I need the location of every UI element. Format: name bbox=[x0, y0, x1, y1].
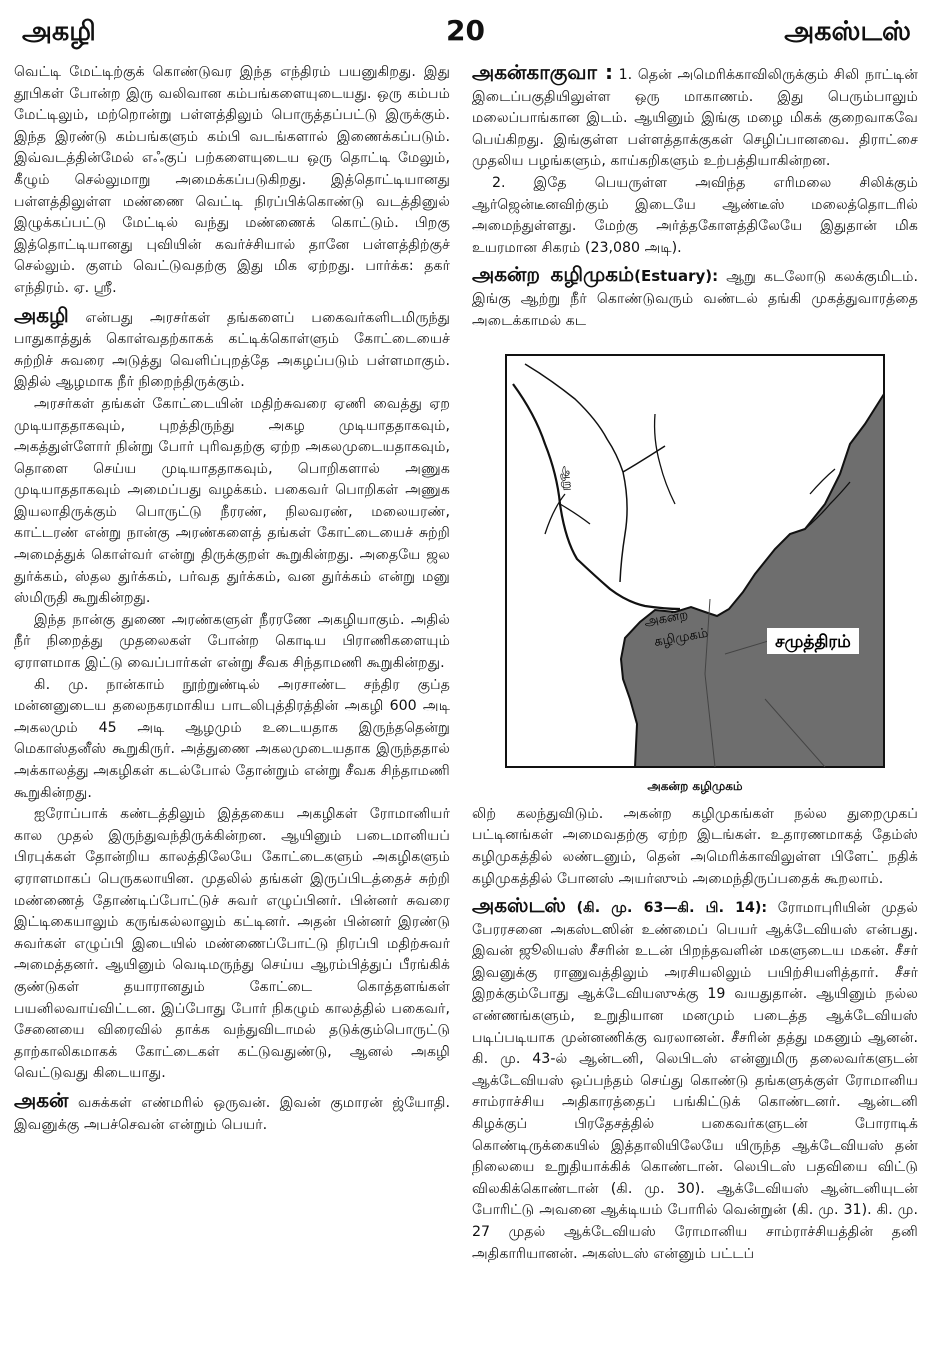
page-header bbox=[0, 0, 931, 54]
agankaguva-text-1: 1. தென் அமெரிக்காவிலிருக்கும் சிலி நாட்டின் இடைப்பகுதியிலுள்ள ஒரு மாகாணம். இது பெரும்பாலும் மலைப்பாங்கான இடம். ஆயினும் இங்கு மழை மிகக் குறைவாகவே பெய்கிறது. இங்குள்ள பள்ளத்தாக்குகள் செழிப்பானவை. திராட்சை முதலிய பழங்களும், காய்கறிகளும் உற்பத்தியாகின்றன. bbox=[472, 67, 918, 170]
agan-text: வசுக்கள் எண்மரில் ஒருவன். இவன் குமாரன் ஜ்யோதி. இவனுக்கு அபச்செவன் என்றும் பெயர். bbox=[14, 1094, 450, 1133]
entry-agazhi bbox=[14, 302, 451, 394]
estuary-text-2: லிற் கலந்துவிடும். அகன்ற கழிமுகங்கள் நல்ல துறைமுகப் பட்டினங்கள் அமைவதற்கு ஏற்ற இடங்கள். உதாரணமாகத் தேம்ஸ் கழிமுகத்தில் லண்டனும், தென் அமெரிக்காவிலுள்ள பிளேட் நதிக் கழிமுகத்தில் போனஸ் அயர்ஸும் அமைந்திருப்பதைக் கூறலாம். bbox=[472, 805, 918, 887]
headword-agankaguva: அகன்காகுவா : bbox=[472, 60, 613, 84]
augustus-dates: (கி. மு. 63—கி. பி. 14): bbox=[576, 900, 768, 917]
headword-estuary-english: (Estuary): bbox=[634, 267, 719, 286]
paragraph-continuation: வெட்டி மேட்டிற்குக் கொண்டுவர இந்த எந்திரம் பயனுகிறது. இது தூபிகள் போன்ற இரு வலிவான கம்பங்களையுடையது. ஒரு கம்பம் மேட்டிலும், மற்றொன்று பள்ளத்திலும் பொருத்தப்பட்டு இருக்கும். இந்த இரண்டு கம்பங்களும் கம்பி வடங்களால் இணைக்கப்படும். இவ்வடத்தின்மேல் எஃகுப் பற்களையுடைய ஒரு தொட்டி மேலும், கீழும் செல்லுமாறு அமைக்கப்படுகிறது. இத்தொட்டியானது பள்ளத்திலுள்ள மண்ணை வெட்டி நிரப்பிக்கொண்டு வடத்தினுல் இழுக்கப்பட்டு மேட்டில் வந்து மண்ணைக் கொட்டும். பிறகு இத்தொட்டியானது புவியின் கவர்ச்சியால் தானே பள்ளத்திற்குச் செல்லும். குளம் வெட்டுவதற்கு இது மிக ஏற்றது. பார்க்க: தகர் எந்திரம். ஏ. ஸ்ரீ. bbox=[14, 64, 450, 296]
agazhi-text-5: ஐரோப்பாக் கண்டத்திலும் இத்தகைய அகழிகள் ரோமானியர் கால முதல் இருந்துவந்திருக்கின்றன. ஆயினும் படைமானியப் பிரபுக்கள் தோன்றிய காலத்திலேயே கோட்டைகளும் அகழிகளும் ஏராளமாகப் பெருகலாயின. முதலில் தங்கள் இருப்பிடத்தைச் சுற்றி மண்ணைத் தோண்டிப்போட்டுச் சுவர் எழுப்பினர். பின்னர் சுவரை இட்டிகையாலும் கருங்கல்லாலும் கட்டினர். அதன் பின்னர் இரண்டு சுவர்கள் எழுப்பி இடையில் மண்ணைப்போட்டு நிரப்பி மதிற்சுவர் அமைத்தனர். ஆயினும் வெடிமருந்து செய்ய ஆரம்பித்துப் பீரங்கிக் குண்டுகள் தயாரானதும் கோட்டை கொத்தளங்கள் பயனிலவாய்விட்டன. இப்போது போர் நிகழும் காலத்தில் பகைவர், சேனையை விரைவில் தாக்க வந்துவிடாமல் தடுக்கும்பொருட்டு தாற்காலிகமாகக் கோட்டைகள் கட்டுவதுண்டு, ஆனல் அகழி வெட்டுவது கிடையாது. bbox=[14, 806, 450, 1082]
page-number: 20 bbox=[446, 14, 485, 47]
headword-estuary: அகன்ற கழிமுகம் bbox=[472, 262, 635, 287]
augustus-text: ரோமாபுரியின் முதல் பேரரசனை அகஸ்டஸின் உண்மைப் பெயர் ஆக்டேவியஸ் என்பது. இவன் ஜூலியஸ் சீசரின் உடன் பிறந்தவளின் மகளுடைய மகன். சீசர் இவனுக்கு ராணுவத்திலும் அரசியலிலும் பயிற்சியளித்தார். சீசர் இறக்கும்போது ஆக்டேவியஸுக்கு 19 வயதுதான். ஆயினும் நல்ல எண்ணங்களும், உறுதியான மனமும் படைத்த ஆக்டேவியஸ் படிப்படியாக முன்னணிக்கு வரலானன். சீசரின் தத்து மகனும் ஆனன். கி. மு. 43-ல் ஆன்டனி, லெபிடஸ் என்னுமிரு தலைவர்களுடன் ஆக்டேவியஸ் ஒப்பந்தம் செய்து கொண்டு தங்களுக்குள் ரோமானிய சாம்ராச்சிய அதிகாரத்தைப் பங்கிட்டுக் கொண்டனர். ஆன்டனி கிழக்குப் பிரதேசத்தில் பகைவர்களுடன் போராடிக் கொண்டிருக்கையில் இத்தாலியிலேயே யிருந்த ஆக்டேவியஸ் தன் நிலையை உறுதியாக்கிக் கொண்டான். லெபிடஸ் பதவியை விட்டு விலகிக்கொண்டான் (கி. மு. 30). ஆக்டேவியஸ் ஆன்டனியுடன் போரிட்டு அவனை ஆக்டியம் போரில் வென்றுன் (கி. மு. 31). கி. மு. 27 முதல் ஆக்டேவியஸ் ரோமானிய சாம்ராச்சியத்தின் தனி அதிகாரியானன். அகஸ்டஸ் என்னும் பட்டப் bbox=[472, 900, 919, 1262]
label-estuary-line2: கழிமுகம் bbox=[653, 625, 710, 651]
running-head-right: அகஸ்டஸ் bbox=[784, 16, 911, 47]
label-sea: சமுத்திரம் bbox=[775, 632, 851, 653]
left-column bbox=[14, 62, 450, 1136]
figure-caption: அகன்ற கழிமுகம் bbox=[647, 779, 743, 794]
agazhi-text-1: என்பது அரசர்கள் தங்களைப் பகைவர்களிடமிருந்து பாதுகாத்துக் கொள்வதற்காகக் கட்டிக்கொள்ளும் கோட்டையைச் சுற்றிச் சுவரை அடுத்து வெளிப்புறத்தே அகழப்படும் பள்ளமாகும். இதில் ஆழமாக நீர் நிறைந்திருக்கும். bbox=[14, 309, 451, 391]
headword-agazhi: அகழி bbox=[14, 302, 69, 327]
agazhi-text-3: இந்த நான்கு துணை அரண்களுள் நீரரணே அகழியாகும். அதில் நீர் நிறைத்து முதலைகள் போன்ற கொடிய பிராணிகளையும் ஏராளமாக இட்டு வைப்பார்கள் என்று சீவக சிந்தாமணி கூறுகின்றது. bbox=[14, 611, 450, 672]
entry-agan bbox=[14, 1087, 450, 1136]
entry-augustus bbox=[472, 895, 918, 1265]
estuary-map bbox=[505, 354, 885, 768]
label-estuary-line1: அகன்ற bbox=[643, 607, 690, 631]
agazhi-text-4: கி. மு. நான்காம் நூற்றுண்டில் அரசாண்ட சந்திர குப்த மன்னனுடைய தலைநகரமாகிய பாடலிபுத்திரத்தின் அகழி 600 அடி அகலமும் 45 அடி ஆழமும் உடையதாக இருந்ததென்று மெகாஸ்தனீஸ் கூறுகிருர். அத்துணை அகலமுடையதாக இருந்ததால் அக்காலத்து அகழிகள் கடல்போல் தோன்றும் என்று சீவக சிந்தாமணி கூறுகின்றது. bbox=[14, 676, 450, 801]
estuary-map-figure bbox=[505, 354, 885, 768]
agazhi-text-2: அரசர்கள் தங்கள் கோட்டையின் மதிற்சுவரை ஏணி வைத்து ஏற முடியாததாகவும், புறத்திருந்து அகழ முடியாததாகவும், அகத்துள்ளோர் நின்று போர் புரிவதற்கு ஏற்ற அகலமுடையதாகவும், தொளை செய்ய முடியாததாகவும், பொறிகளால் அணுக முடியாததாகவும் அமைப்பது வழக்கம். பகைவர் பொறிகள் அணுக இயலாதிருக்கும் பொருட்டு நீரரண், நிலவரண், மலையரண், காட்டரண் என்று நான்கு அரண்களைத் தங்கள் கோட்டையைச் சுற்றி அமைத்துக் கொள்வர் என்று திருக்குறள் கூறுகின்றது. அதையே ஜல துர்க்கம், ஸ்தல துர்க்கம், பர்வத துர்க்கம், வன துர்க்கம் என்று மனு ஸ்மிருதி கூறுகின்றது. bbox=[14, 395, 450, 607]
headword-agan: அகன் bbox=[14, 1087, 69, 1112]
estuary-text-1: ஆறு கடலோடு கலக்குமிடம். இங்கு ஆற்று நீர் கொண்டுவரும் வண்டல் தங்கி முகத்துவாரத்தை அடைக்காமல் கட bbox=[472, 269, 918, 329]
running-head-left: அகழி bbox=[22, 16, 96, 47]
label-river: ஆறு bbox=[560, 465, 577, 492]
agankaguva-text-2: 2. இதே பெயருள்ள அவிந்த எரிமலை சிலிக்கும் ஆர்ஜென்டீனவிற்கும் இடையே ஆண்டீஸ் மலைத்தொடரில் அமைந்துள்ளது. மேற்கு அர்த்தகோளத்திலேயே இதுதான் மிக உயரமான சிகரம் (23,080 அடி). bbox=[472, 174, 918, 256]
entry-estuary bbox=[472, 264, 918, 332]
headword-augustus: அகஸ்டஸ் bbox=[472, 893, 566, 918]
right-column bbox=[472, 62, 918, 1265]
entry-agankaguva bbox=[472, 62, 918, 173]
